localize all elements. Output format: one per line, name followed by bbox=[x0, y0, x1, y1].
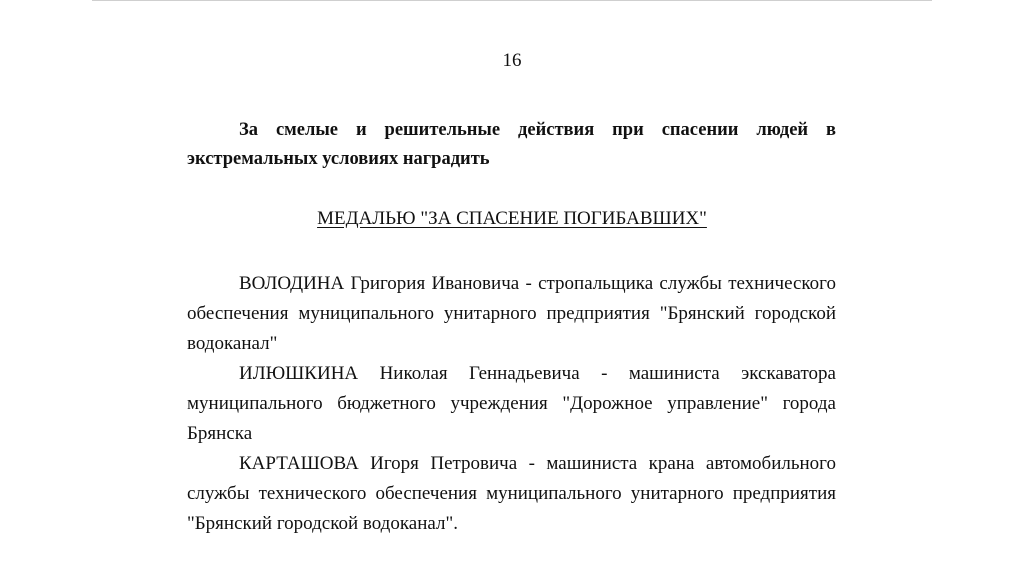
recipient-details: Игоря Петровича - машиниста крана автомобильного службы технического обеспечения муниципального унитарного предприятия "Брянский городской водоканал". bbox=[187, 453, 837, 534]
intro-paragraph bbox=[187, 116, 836, 174]
award-title bbox=[0, 208, 1024, 230]
award-title-text: МЕДАЛЬЮ "ЗА СПАСЕНИЕ ПОГИБАВШИХ" bbox=[317, 208, 707, 229]
recipient-item bbox=[187, 359, 836, 449]
recipient-surname: ИЛЮШКИНА bbox=[239, 363, 359, 384]
recipient-details: Григория Ивановича - стропальщика службы технического обеспечения муниципального унитарного предприятия "Брянский городской водоканал" bbox=[187, 273, 837, 354]
recipients-list bbox=[187, 269, 836, 539]
page-number: 16 bbox=[502, 50, 522, 71]
intro-text: За смелые и решительные действия при спасении людей в экстремальных условиях наградить bbox=[187, 120, 836, 169]
recipient-item bbox=[187, 449, 836, 539]
recipient-item bbox=[187, 269, 836, 359]
page-top-edge bbox=[92, 0, 932, 1]
recipient-surname: КАРТАШОВА bbox=[239, 453, 359, 474]
recipient-details: Николая Геннадьевича - машиниста экскаватора муниципального бюджетного учреждения "Дорожное управление" города Брянска bbox=[187, 363, 836, 444]
recipient-surname: ВОЛОДИНА bbox=[239, 273, 345, 294]
